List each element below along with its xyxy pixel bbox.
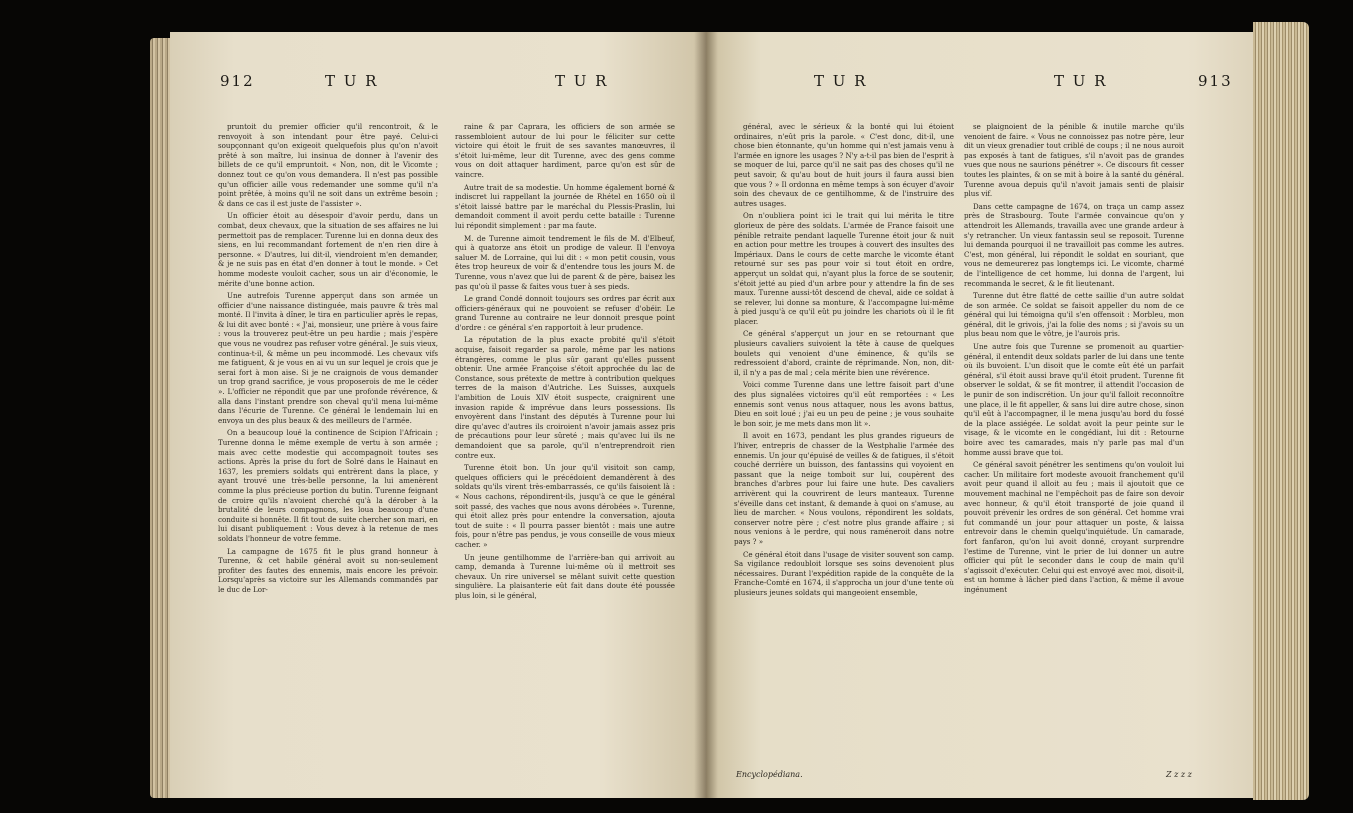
paragraph: On a beaucoup loué la continence de Scipion l'Africain ; Turenne donna le même exemple de vertu à son armée ; mais avec cette modestie qui accompagnoit toutes ses actions. Après la prise du fort de Solré dans le Hainaut en 1637, les premiers soldats qui entrèrent dans la place, y ayant trouvé une très-belle personne, la lui amenèrent comme la plus précieuse portion du butin. Turenne feignant de croire qu'ils n'avoient cherché qu'à la dérober à la brutalité de leurs compagnons, les loua beaucoup d'une conduite si honnête. Il fit tout de suite chercher son mari, en lui disant publiquement : Vous devez à la retenue de mes soldats l'honneur de votre femme. <box>218 428 438 543</box>
paragraph: pruntoit du premier officier qu'il rencontroit, & le renvoyoit à son intendant pour être payé. Celui-ci soupçonnant qu'on exigeoit quelquefois plus qu'on n'avoit prêté à son maître, lui insinua de donner à l'avenir des billets de ce qu'il empruntoit. « Non, non, dit le Vicomte ; donnez tout ce qu'on vous demandera. Il n'est pas possible qu'un officier aille vous redemander une somme qu'il n'a point prêtée, à moins qu'il ne soit dans un extrême besoin ; & dans ce cas il est juste de l'assister ». <box>218 122 438 208</box>
left-running-head-1: T U R <box>325 72 379 90</box>
paragraph: Turenne dut être flatté de cette saillie d'un autre soldat de son armée. Ce soldat se faisoit appeller du nom de ce général qui lui témoigna qu'il s'en offensoit : Morbleu, mon général, dit le grivois, j'ai la folie des noms ; si j'avois su un plus beau nom que le vôtre, je l'aurois pris. <box>964 291 1184 339</box>
paragraph: M. de Turenne aimoit tendrement le fils de M. d'Elbeuf, qui à quatorze ans étoit un prodige de valeur. Il l'envoya saluer M. de Lorraine, qui lui dit : « mon petit cousin, vous êtes trop heureux de voir & d'entendre tous les jours M. de Turenne, vous n'avez que lui de parent & de père, baisez les pas qu'où il passe & faites vous tuer à ses pieds. <box>455 233 675 291</box>
left-page-number: 912 <box>220 72 255 90</box>
right-page <box>706 32 1254 798</box>
right-column-1 <box>734 122 954 601</box>
paragraph: La réputation de la plus exacte probité qu'il s'étoit acquise, faisoit regarder sa parole, même par les nations étrangères, comme le plus sûr garant qu'elles pussent obtenir. Une armée Françoise s'étoit approchée du lac de Constance, sous prétexte de mettre à contribution quelques terres de la maison d'Autriche. Les Suisses, auxquels l'ambition de Louis XIV étoit suspecte, craignirent une invasion rapide & imprévue dans leurs possessions. Ils envoyèrent dans l'instant des députés à Turenne pour lui dire qu'avec d'autres ils croiroient n'avoir jamais assez pris de précautions pour leur sûreté ; mais qu'avec lui ils ne demandoient que sa parole, qu'il n'entreprendroit rien contre eux. <box>455 335 675 460</box>
left-page-edges <box>150 38 172 798</box>
paragraph: raine & par Caprara, les officiers de son armée se rassembloient autour de lui pour le féliciter sur cette victoire qui étoit le fruit de ses savantes manœuvres, il s'étoit lui-même, leur dit Turenne, avec des gens comme vous on doit attaquer hardiment, parce qu'on est sûr de vaincre. <box>455 122 675 179</box>
paragraph: Le grand Condé donnoit toujours ses ordres par écrit aux officiers-généraux qui ne pouvoient se refuser d'obéir. Le grand Turenne au contraire ne leur donnoit presque point d'ordre : ce général s'en rapportoit à leur prudence. <box>455 294 675 332</box>
right-column-2 <box>964 122 1184 598</box>
paragraph: général, avec le sérieux & la bonté qui lui étoient ordinaires, n'eût pris la parole. « C'est donc, dit-il, une chose bien étonnante, qu'un homme qui n'est jamais venu à l'armée en ignore les usages ? N'y a-t-il pas bien de l'esprit à se moquer de lui, parce qu'il ne sait pas des choses qu'il ne peut savoir, & qu'au bout de huit jours il faura aussi bien que vous ? » Il ordonna en même temps à son écuyer d'avoir soin des chevaux de ce gentilhomme, & de l'instruire des autres usages. <box>734 122 954 208</box>
paragraph: se plaignoient de la pénible & inutile marche qu'ils venoient de faire. « Vous ne connoissez pas notre père, leur dit un vieux grenadier tout criblé de coups ; il ne nous auroit pas exposés à tant de fatigues, s'il n'avoit pas de grandes vues que nous ne saurions pénétrer ». Ce discours fit cesser toutes les plaintes, & on se mit à boire à la santé du général. Turenne avoua depuis qu'il n'avoit jamais senti de plaisir plus vif. <box>964 122 1184 199</box>
paragraph: Un jeune gentilhomme de l'arrière-ban qui arrivoit au camp, demanda à Turenne lui-même où il mettroit ses chevaux. Un rire universel se mêlant suivit cette question singulière. La plaisanterie eût fait dans doute été poussée plus loin, si le général, <box>455 552 675 600</box>
paragraph: Ce général étoit dans l'usage de visiter souvent son camp. Sa vigilance redoubloit lorsque ses soins devenoient plus nécessaires. Durant l'expédition rapide de la conquête de la Franche-Comté en 1674, il s'approcha un jour d'une tente où plusieurs jeunes soldats qui mangeoient ensemble, <box>734 549 954 597</box>
paragraph: Voici comme Turenne dans une lettre faisoit part d'une des plus signalées victoires qu'il eût remportées : « Les ennemis sont venus nous attaquer, nous les avons battus, Dieu en soit loué ; j'ai eu un peu de peine ; je vous souhaite le bon soir, je me mets dans mon lit ». <box>734 380 954 428</box>
left-column-1 <box>218 122 438 598</box>
right-page-number: 913 <box>1198 72 1233 90</box>
left-running-head-2: T U R <box>555 72 609 90</box>
paragraph: Turenne étoit bon. Un jour qu'il visitoit son camp, quelques officiers qui le précédoient demandèrent à des soldats qu'ils virent très-embarrassés, ce qu'ils faisoient là : « Nous cachons, répondirent-ils, jusqu'à ce que le général soit passé, des vaches que nous avons dérobées ». Turenne, qui étoit allez près pour entendre la conversation, ajouta tout de suite : « Il pourra passer bientôt : mais une autre fois, pour n'être pas pendus, je vous conseille de vous mieux cacher. » <box>455 463 675 549</box>
left-column-2 <box>455 122 675 604</box>
paragraph: Ce général s'apperçut un jour en se retournant que plusieurs cavaliers suivoient la tête à cause de quelques boulets qui venoient d'une éminence, & qu'ils se redressoient d'abord, crainte de réprimande. Non, non, dit-il, il n'y a pas de mal ; cela mérite bien une révérence. <box>734 329 954 377</box>
right-running-head-1: T U R <box>814 72 868 90</box>
footer-signature: Encyclopédiana. <box>736 770 803 779</box>
paragraph: Une autrefois Turenne apperçut dans son armée un officier d'une naissance distinguée, mais pauvre & très mal monté. Il l'invita à dîner, le tira en particulier après le repas, & lui dit avec bonté : « J'ai, monsieur, une prière à vous faire : vous la trouverez peut-être un peu hardie ; mais j'espère que vous ne voudrez pas refuser votre général. Je suis vieux, continua-t-il, & même un peu incommodé. Les chevaux vifs me fatiguent, & je vous en ai vu un sur lequel je crois que je serai fort à mon aise. Si je ne craignois de vous demander un trop grand sacrifice, je vous proposerois de me le céder ». L'officier ne répondit que par une profonde révérence, & alla dans l'instant prendre son cheval qu'il mena lui-même dans l'écurie de Turenne. Ce général le lendemain lui en envoya un des plus beaux & des meilleurs de l'armée. <box>218 291 438 425</box>
book-gutter <box>694 32 718 798</box>
paragraph: Un officier étoit au désespoir d'avoir perdu, dans un combat, deux chevaux, que la situation de ses affaires ne lui permettoit pas de remplacer. Turenne lui en donna deux des siens, en lui recommandant fortement de n'en rien dire à personne. « D'autres, lui dit-il, viendroient m'en demander, & je ne suis pas en état d'en donner à tout le monde. » Cet homme modeste vouloit cacher, sous un air d'économie, le mérite d'une bonne action. <box>218 211 438 288</box>
left-page <box>170 32 706 798</box>
paragraph: Il avoit en 1673, pendant les plus grandes rigueurs de l'hiver, entrepris de chasser de la Westphalie l'armée des ennemis. Un jour qu'épuisé de veilles & de fatigues, il s'étoit couché derrière un buisson, des fantassins qui voyoient en passant que la neige tomboit sur lui, coupèrent des branches d'arbres pour lui faire une hute. Des cavaliers arrivèrent qui la couvrirent de leurs manteaux. Turenne s'éveille dans cet instant, & demande à quoi on s'amuse, au lieu de marcher. « Nous voulons, répondirent les soldats, conserver notre père ; c'est notre plus grande affaire ; si nous venions à le perdre, qui nous raméneroit dans notre pays ? » <box>734 431 954 546</box>
right-running-head-2: T U R <box>1054 72 1108 90</box>
paragraph: La campagne de 1675 fit le plus grand honneur à Turenne, & cet habile général avoit su non-seulement profiter des fautes des ennemis, mais encore les prévoir. Lorsqu'après sa victoire sur les Allemands commandés par le duc de Lor- <box>218 546 438 594</box>
footer-signature-mark: Z z z z <box>1166 770 1192 779</box>
paragraph: Dans cette campagne de 1674, on traça un camp assez près de Strasbourg. Toute l'armée convaincue qu'on y attendroit les Allemands, travailla avec une grande ardeur à s'y retrancher. Un vieux fantassin seul se reposoit. Turenne lui demanda pourquoi il ne travailloit pas comme les autres. C'est, mon général, lui répondit le soldat en souriant, que vous ne demeurerez pas longtemps ici. Le vicomte, charmé de l'intelligence de cet homme, lui donna de l'argent, lui recommanda le secret, & le fit lieutenant. <box>964 201 1184 288</box>
paragraph: Ce général savoit pénétrer les sentimens qu'on vouloit lui cacher. Un militaire fort modeste avouoit franchement qu'il avoit peur quand il alloit au feu ; mais il ajoutoit que ce mouvement machinal ne l'empêchoit pas de faire son devoir avec honneur, & qu'il étoit transporté de joie quand il pouvoit prévenir les ordres de son général. Cet homme vrai fut commandé un jour pour attaquer un poste, & laissa entrevoir dans le chemin quelqu'inquiétude. Un camarade, fort fanfaron, qu'on lui avoit donné, croyant surprendre l'estime de Turenne, vint le prier de lui donner un autre officier qui pût le seconder dans le coup de main qu'il s'agissoit d'exécuter. Celui qui est envoyé avec moi, disoit-il, est un homme à lâcher pied dans l'action, & même il avoue ingénument <box>964 460 1184 594</box>
right-page-edges <box>1253 22 1309 800</box>
paragraph: On n'oubliera point ici le trait qui lui mérita le titre glorieux de père des soldats. L'armée de France faisoit une pénible retraite pendant laquelle Turenne étoit jour & nuit en action pour mettre les troupes à couvert des insultes des Impériaux. Dans le cours de cette marche le vicomte étant retourné sur ses pas pour voir si tout étoit en ordre, apperçut un soldat qui, n'ayant plus la force de se soutenir, s'étoit jetté au pied d'un arbre pour y attendre la fin de ses maux. Turenne aussi-tôt descend de cheval, aide ce soldat à se relever, lui donne sa monture, & l'accompagne lui-même à pied jusqu'à ce qu'il eût pu joindre les chariots où il le fit placer. <box>734 211 954 326</box>
paragraph: Autre trait de sa modestie. Un homme également borné & indiscret lui rappellant la journée de Rhétel en 1650 où il s'étoit laissé battre par le maréchal du Plessis-Praslin, lui demandoit comment il avoit perdu cette bataille : Turenne lui répondit simplement : par ma faute. <box>455 182 675 230</box>
paragraph: Une autre fois que Turenne se promenoit au quartier-général, il entendit deux soldats parler de lui dans une tente où ils buvoient. L'un disoit que le comte eût été un parfait général, s'il étoit aussi brave qu'il étoit prudent. Turenne fit observer le soldat, & se fit montrer, il attendit l'occasion de le punir de son indiscrétion. Un jour qu'il falloit reconnoître une place, il le fit appeller, & sans lui dire autre chose, sinon qu'il eût à l'accompagner, il le mena jusqu'au bord du fossé de la place assiégée. Le soldat avoit la peur peinte sur le visage, & le vicomte en le congédiant, lui dit : Retourne boire avec tes camarades, mais n'y parle pas mal d'un homme aussi brave que toi. <box>964 342 1184 457</box>
